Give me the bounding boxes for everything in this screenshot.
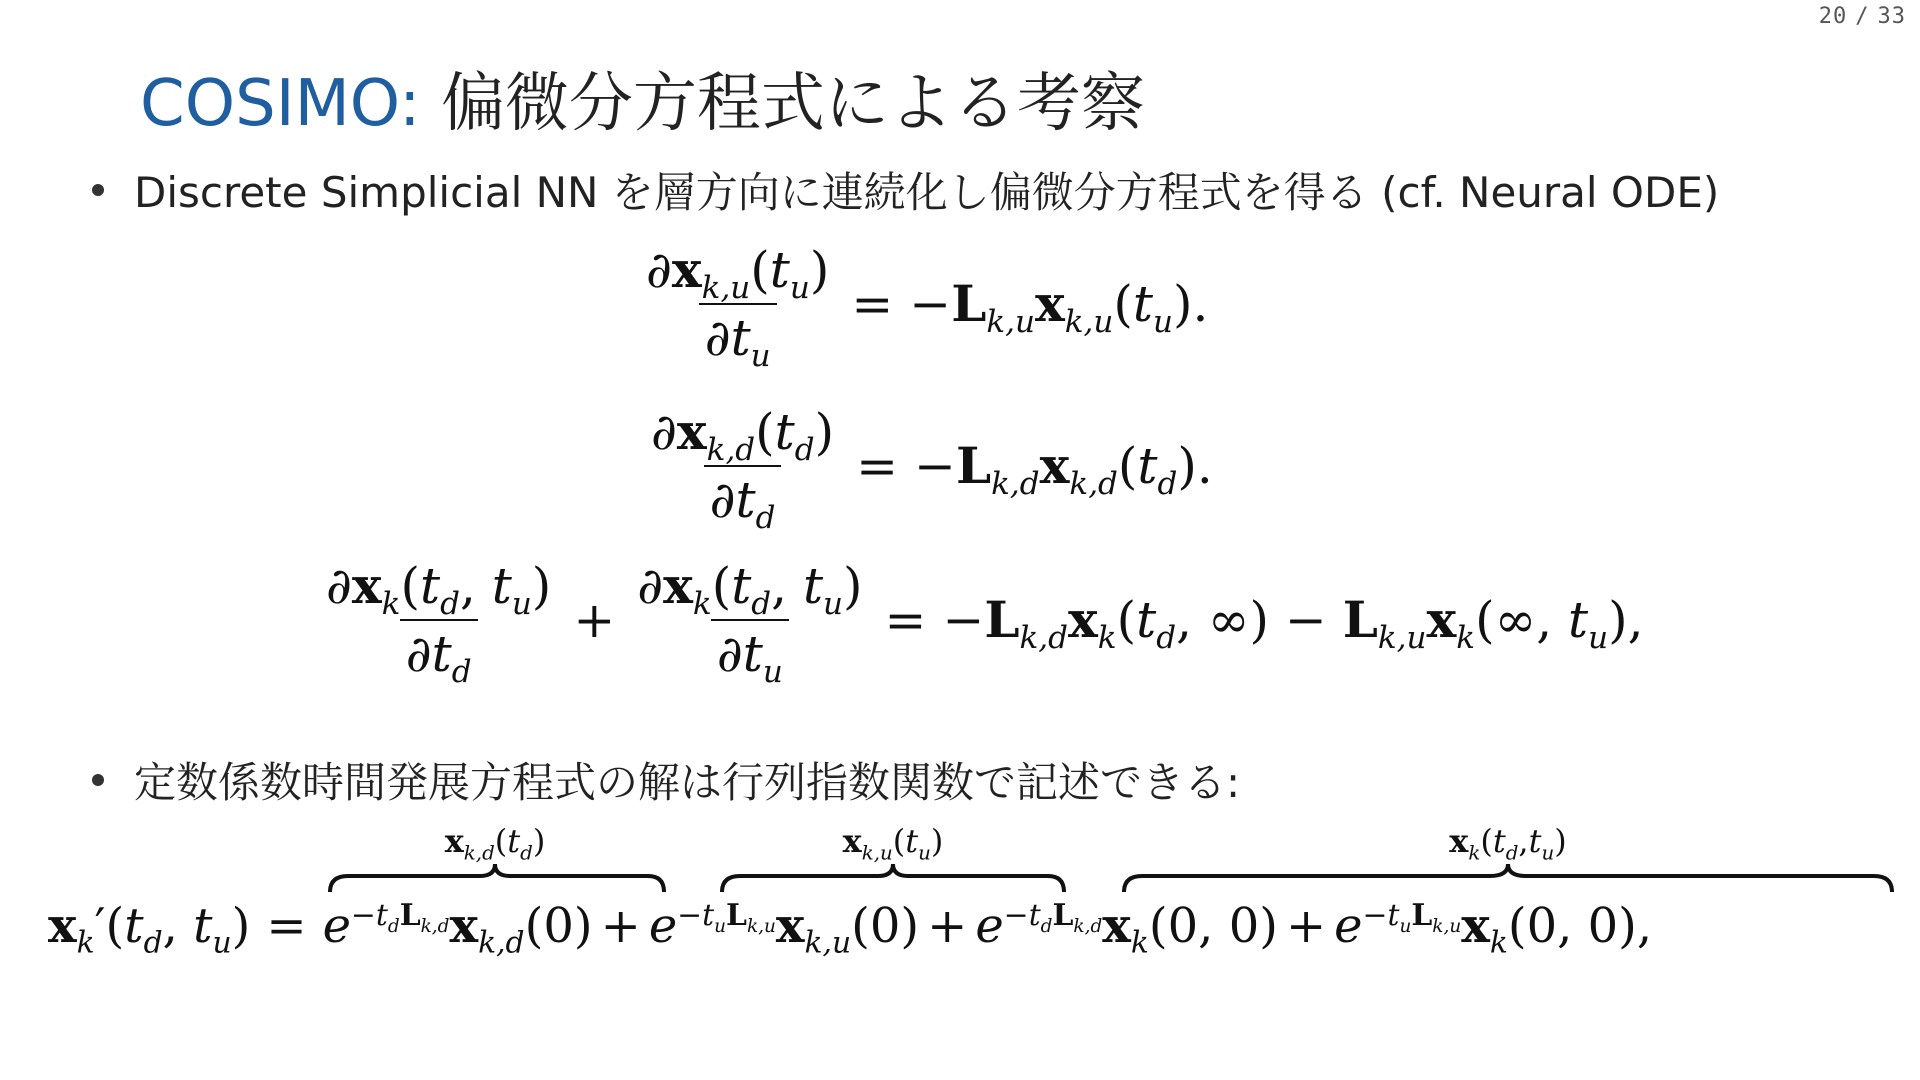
bullet-dot (92, 184, 104, 196)
bullet-item-2 (92, 750, 1240, 810)
brace-label-2: $x_{k,u}(t_u)$ (842, 822, 944, 865)
equation-1: $\frac{\partial x_{k,u}(t_u)}{\partial t_u}$ = $-L_{k,u}x_{k,u}(t_u)$. (646, 240, 1209, 374)
equation-2: $\frac{\partial x_{k,d}(t_d)}{\partial t_d}$ = $-L_{k,d}x_{k,d}(t_d)$. (651, 402, 1213, 536)
bullet-text: 定数係数時間発展方程式の解は行列指数関数で記述できる: (134, 758, 1241, 807)
slide-title-rest: 偏微分方程式による考察 (420, 67, 1145, 141)
bullet-item-1 (92, 160, 1719, 220)
slide-title-accent: COSIMO: (140, 67, 421, 141)
overbrace-3 (1124, 864, 1892, 892)
page-number: 20 / 33 (1818, 4, 1906, 29)
slide-title (140, 52, 1145, 144)
bullet-dot (92, 774, 104, 786)
overbrace-1 (330, 864, 664, 892)
equation-4: $x_k'(t_d$, $t_u$) = $e^{-t_dL_{k,d}}x_{k,d}(0)$ + $e^{-t_uL_{k,u}}x_{k,u}(0)$ + $e^{-t_dL_{k,d}}x_k(0$, 0) + $e^{-t_uL_{k,u}}x_k(0$, 0), (48, 898, 1653, 961)
overbrace-2 (722, 864, 1064, 892)
brace-label-3: $x_k(t_d,t_u)$ (1449, 822, 1567, 865)
equation-3: $\frac{\partial x_k(t_d, t_u)}{\partial t_d}$ + $\frac{\partial x_k(t_d, t_u)}{\partial t_u}$ = $-L_{k,d}x_k(t_d$, ∞) − $L_{k,u}x_k(\infty$, $t_u$), (326, 556, 1644, 690)
bullet-text: Discrete Simplicial NN を層方向に連続化し偏微分方程式を得る (cf. Neural ODE) (134, 168, 1720, 217)
brace-label-1: $x_{k,d}(t_d)$ (444, 822, 546, 865)
